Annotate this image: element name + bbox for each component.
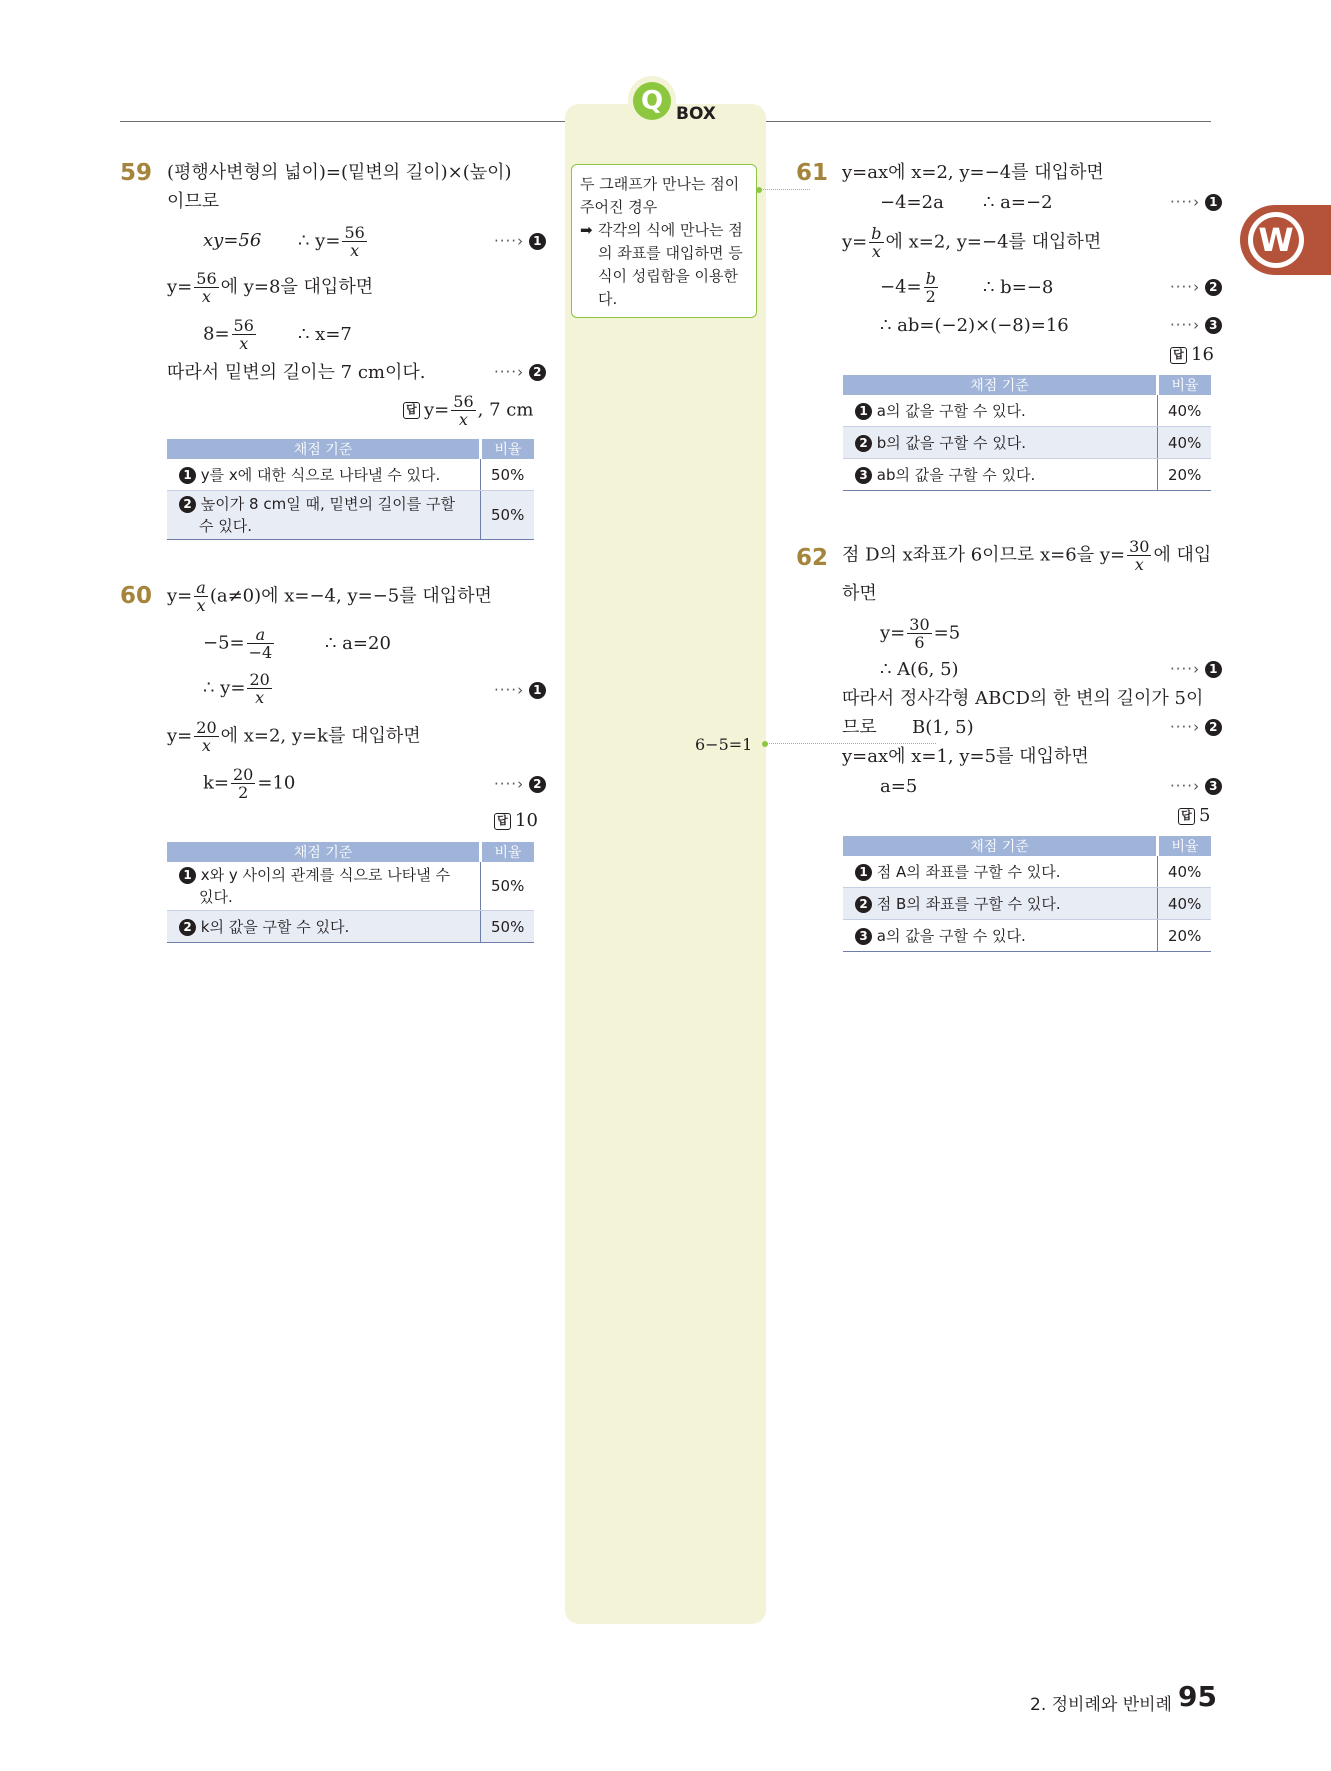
p61-answer: 답 16 (1170, 344, 1214, 365)
answer-icon: 답 (494, 813, 511, 830)
side-note-dot (762, 741, 768, 747)
p61-equation: ∴ ab=(−2)×(−8)=16 (880, 315, 1069, 336)
p59-equation: 8= $\frac{56}{x}$ (203, 316, 254, 353)
fraction: $\frac{56}{x}$ (453, 392, 474, 429)
p61-line: y=ax에 x=2, y=−4를 대입하면 (842, 162, 1104, 183)
table-header: 채점 기준 (167, 842, 481, 862)
fraction: $\frac{56}{x}$ (196, 269, 217, 306)
p61-equation: −4= $\frac{b}{2}$ (880, 269, 936, 306)
table-header: 비율 (481, 842, 535, 862)
chapter-badge-icon: W (1253, 217, 1299, 263)
note-line: 의 좌표를 대입하면 등 (598, 244, 743, 262)
step-marker: ····› 3 (1170, 316, 1222, 334)
table-row: 1 점 A의 좌표를 구할 수 있다. 40% (843, 856, 1211, 888)
table-row: 2 k의 값을 구할 수 있다. 50% (167, 911, 534, 943)
p61-equation: −4=2a (880, 192, 944, 213)
p60-equation: ∴ a=20 (325, 633, 391, 654)
p60-equation: ∴ y= $\frac{20}{x}$ (203, 670, 270, 707)
table-row: 1 y를 x에 대한 식으로 나타낼 수 있다. 50% (167, 459, 534, 491)
table-row: 3 ab의 값을 구할 수 있다. 20% (843, 459, 1211, 491)
p61-scoring-table (843, 375, 1211, 491)
p59-scoring-table (167, 439, 534, 540)
step-marker: ····› 1 (1170, 193, 1222, 211)
p62-line: 하면 (842, 583, 877, 604)
p59-line: (평행사변형의 넓이)=(밑변의 길이)×(높이) (167, 162, 512, 183)
qbox-side-note: 6−5=1 (695, 735, 753, 754)
note-line: 두 그래프가 만나는 점이 (580, 175, 740, 193)
problem-number-61: 61 (796, 160, 829, 186)
table-header: 채점 기준 (843, 375, 1158, 395)
table-header: 비율 (1158, 375, 1212, 395)
step-marker: ····› 1 (1170, 660, 1222, 678)
p59-equation: y= $\frac{56}{x}$ 에 y=8을 대입하면 (167, 269, 374, 306)
p61-equation: ∴ a=−2 (983, 192, 1053, 213)
problem-number-62: 62 (796, 545, 829, 571)
fraction: $\frac{30}{x}$ (1129, 537, 1150, 574)
fraction: $\frac{a}{-4}$ (248, 625, 273, 662)
table-row: 1 a의 값을 구할 수 있다. 40% (843, 395, 1211, 427)
fraction: $\frac{56}{x}$ (344, 223, 365, 260)
p62-equation: a=5 (880, 776, 918, 797)
answer-icon: 답 (1170, 347, 1187, 364)
footer-chapter: 2. 정비례와 반비례 (1030, 1695, 1172, 1715)
qbox-column (565, 104, 766, 1624)
p59-line: 이므로 (167, 191, 220, 212)
answer-icon: 답 (403, 402, 420, 419)
qbox-q-icon: Q (633, 82, 671, 120)
table-row: 2 점 B의 좌표를 구할 수 있다. 40% (843, 888, 1211, 920)
p62-line: 므로 (842, 717, 877, 738)
p60-equation: y= $\frac{20}{x}$ 에 x=2, y=k를 대입하면 (167, 718, 421, 755)
problem-number-60: 60 (120, 583, 153, 609)
fraction: $\frac{20}{2}$ (233, 765, 254, 802)
page-number: 95 (1178, 1680, 1217, 1713)
table-row: 2 높이가 8 cm일 때, 밑변의 길이를 구할 수 있다. 50% (167, 491, 534, 540)
step-marker: ····› 2 (494, 775, 546, 793)
p59-line: 따라서 밑변의 길이는 7 cm이다. (167, 362, 426, 383)
note-line: 식이 성립함을 이용한 (598, 267, 738, 285)
p62-line: y=ax에 x=1, y=5를 대입하면 (842, 746, 1089, 767)
fraction: $\frac{a}{x}$ (196, 578, 206, 615)
answer-icon: 답 (1178, 808, 1195, 825)
fraction: $\frac{56}{x}$ (233, 316, 254, 353)
p59-equation: ∴ x=7 (298, 324, 352, 345)
step-marker: ····› 2 (1170, 718, 1222, 736)
p62-equation: B(1, 5) (912, 717, 974, 738)
p60-equation: −5= $\frac{a}{-4}$ (203, 625, 273, 662)
fraction: $\frac{b}{2}$ (925, 269, 936, 306)
step-marker: ····› 3 (1170, 777, 1222, 795)
p62-line: 점 D의 x좌표가 6이므로 x=6을 y= $\frac{30}{x}$ 에 대입 (842, 537, 1212, 574)
arrow-icon: ➡ (580, 221, 593, 239)
p60-equation: k= $\frac{20}{2}$ =10 (203, 765, 296, 802)
p62-scoring-table (843, 836, 1211, 952)
note-line: 주어진 경우 (580, 198, 658, 216)
p61-equation: ∴ b=−8 (983, 277, 1054, 298)
table-header: 채점 기준 (843, 836, 1158, 856)
step-marker: ····› 2 (1170, 278, 1222, 296)
fraction: $\frac{b}{x}$ (871, 224, 882, 261)
qbox-note (571, 164, 757, 318)
table-row: 3 a의 값을 구할 수 있다. 20% (843, 920, 1211, 952)
note-connector-dot (756, 187, 762, 193)
p59-equation: ∴ y= $\frac{56}{x}$ (298, 223, 365, 260)
p60-line: y= $\frac{a}{x}$ (a≠0)에 x=−4, y=−5를 대입하면 (167, 578, 492, 615)
table-row: 2 b의 값을 구할 수 있다. 40% (843, 427, 1211, 459)
note-connector-line (760, 189, 810, 190)
fraction: $\frac{30}{6}$ (909, 615, 930, 652)
p62-line: 따라서 정사각형 ABCD의 한 변의 길이가 5이 (842, 688, 1204, 709)
note-line: 각각의 식에 만나는 점 (598, 221, 743, 239)
p59-equation: xy=56 (203, 230, 262, 251)
header-rule-left (120, 121, 565, 122)
step-marker: ····› 2 (494, 363, 546, 381)
step-marker: ····› 1 (494, 681, 546, 699)
note-line: 다. (598, 290, 618, 308)
p59-answer: 답 y= $\frac{56}{x}$ , 7 cm (403, 393, 533, 428)
header-rule-right (766, 121, 1211, 122)
p60-scoring-table (167, 842, 534, 943)
p60-answer: 답 10 (494, 810, 538, 831)
table-header: 채점 기준 (167, 439, 481, 459)
problem-number-59: 59 (120, 160, 153, 186)
table-header: 비율 (481, 439, 535, 459)
step-marker: ····› 1 (494, 232, 546, 250)
fraction: $\frac{20}{x}$ (249, 670, 270, 707)
fraction: $\frac{20}{x}$ (196, 718, 217, 755)
table-header: 비율 (1158, 836, 1212, 856)
qbox-label: BOX (676, 104, 716, 124)
p62-answer: 답 5 (1178, 805, 1210, 826)
p62-equation: y= $\frac{30}{6}$ =5 (880, 615, 961, 652)
p61-equation: y= $\frac{b}{x}$ 에 x=2, y=−4를 대입하면 (842, 224, 1102, 261)
table-row: 1 x와 y 사이의 관계를 식으로 나타낼 수 있다. 50% (167, 862, 534, 911)
p62-equation: ∴ A(6, 5) (880, 659, 959, 680)
